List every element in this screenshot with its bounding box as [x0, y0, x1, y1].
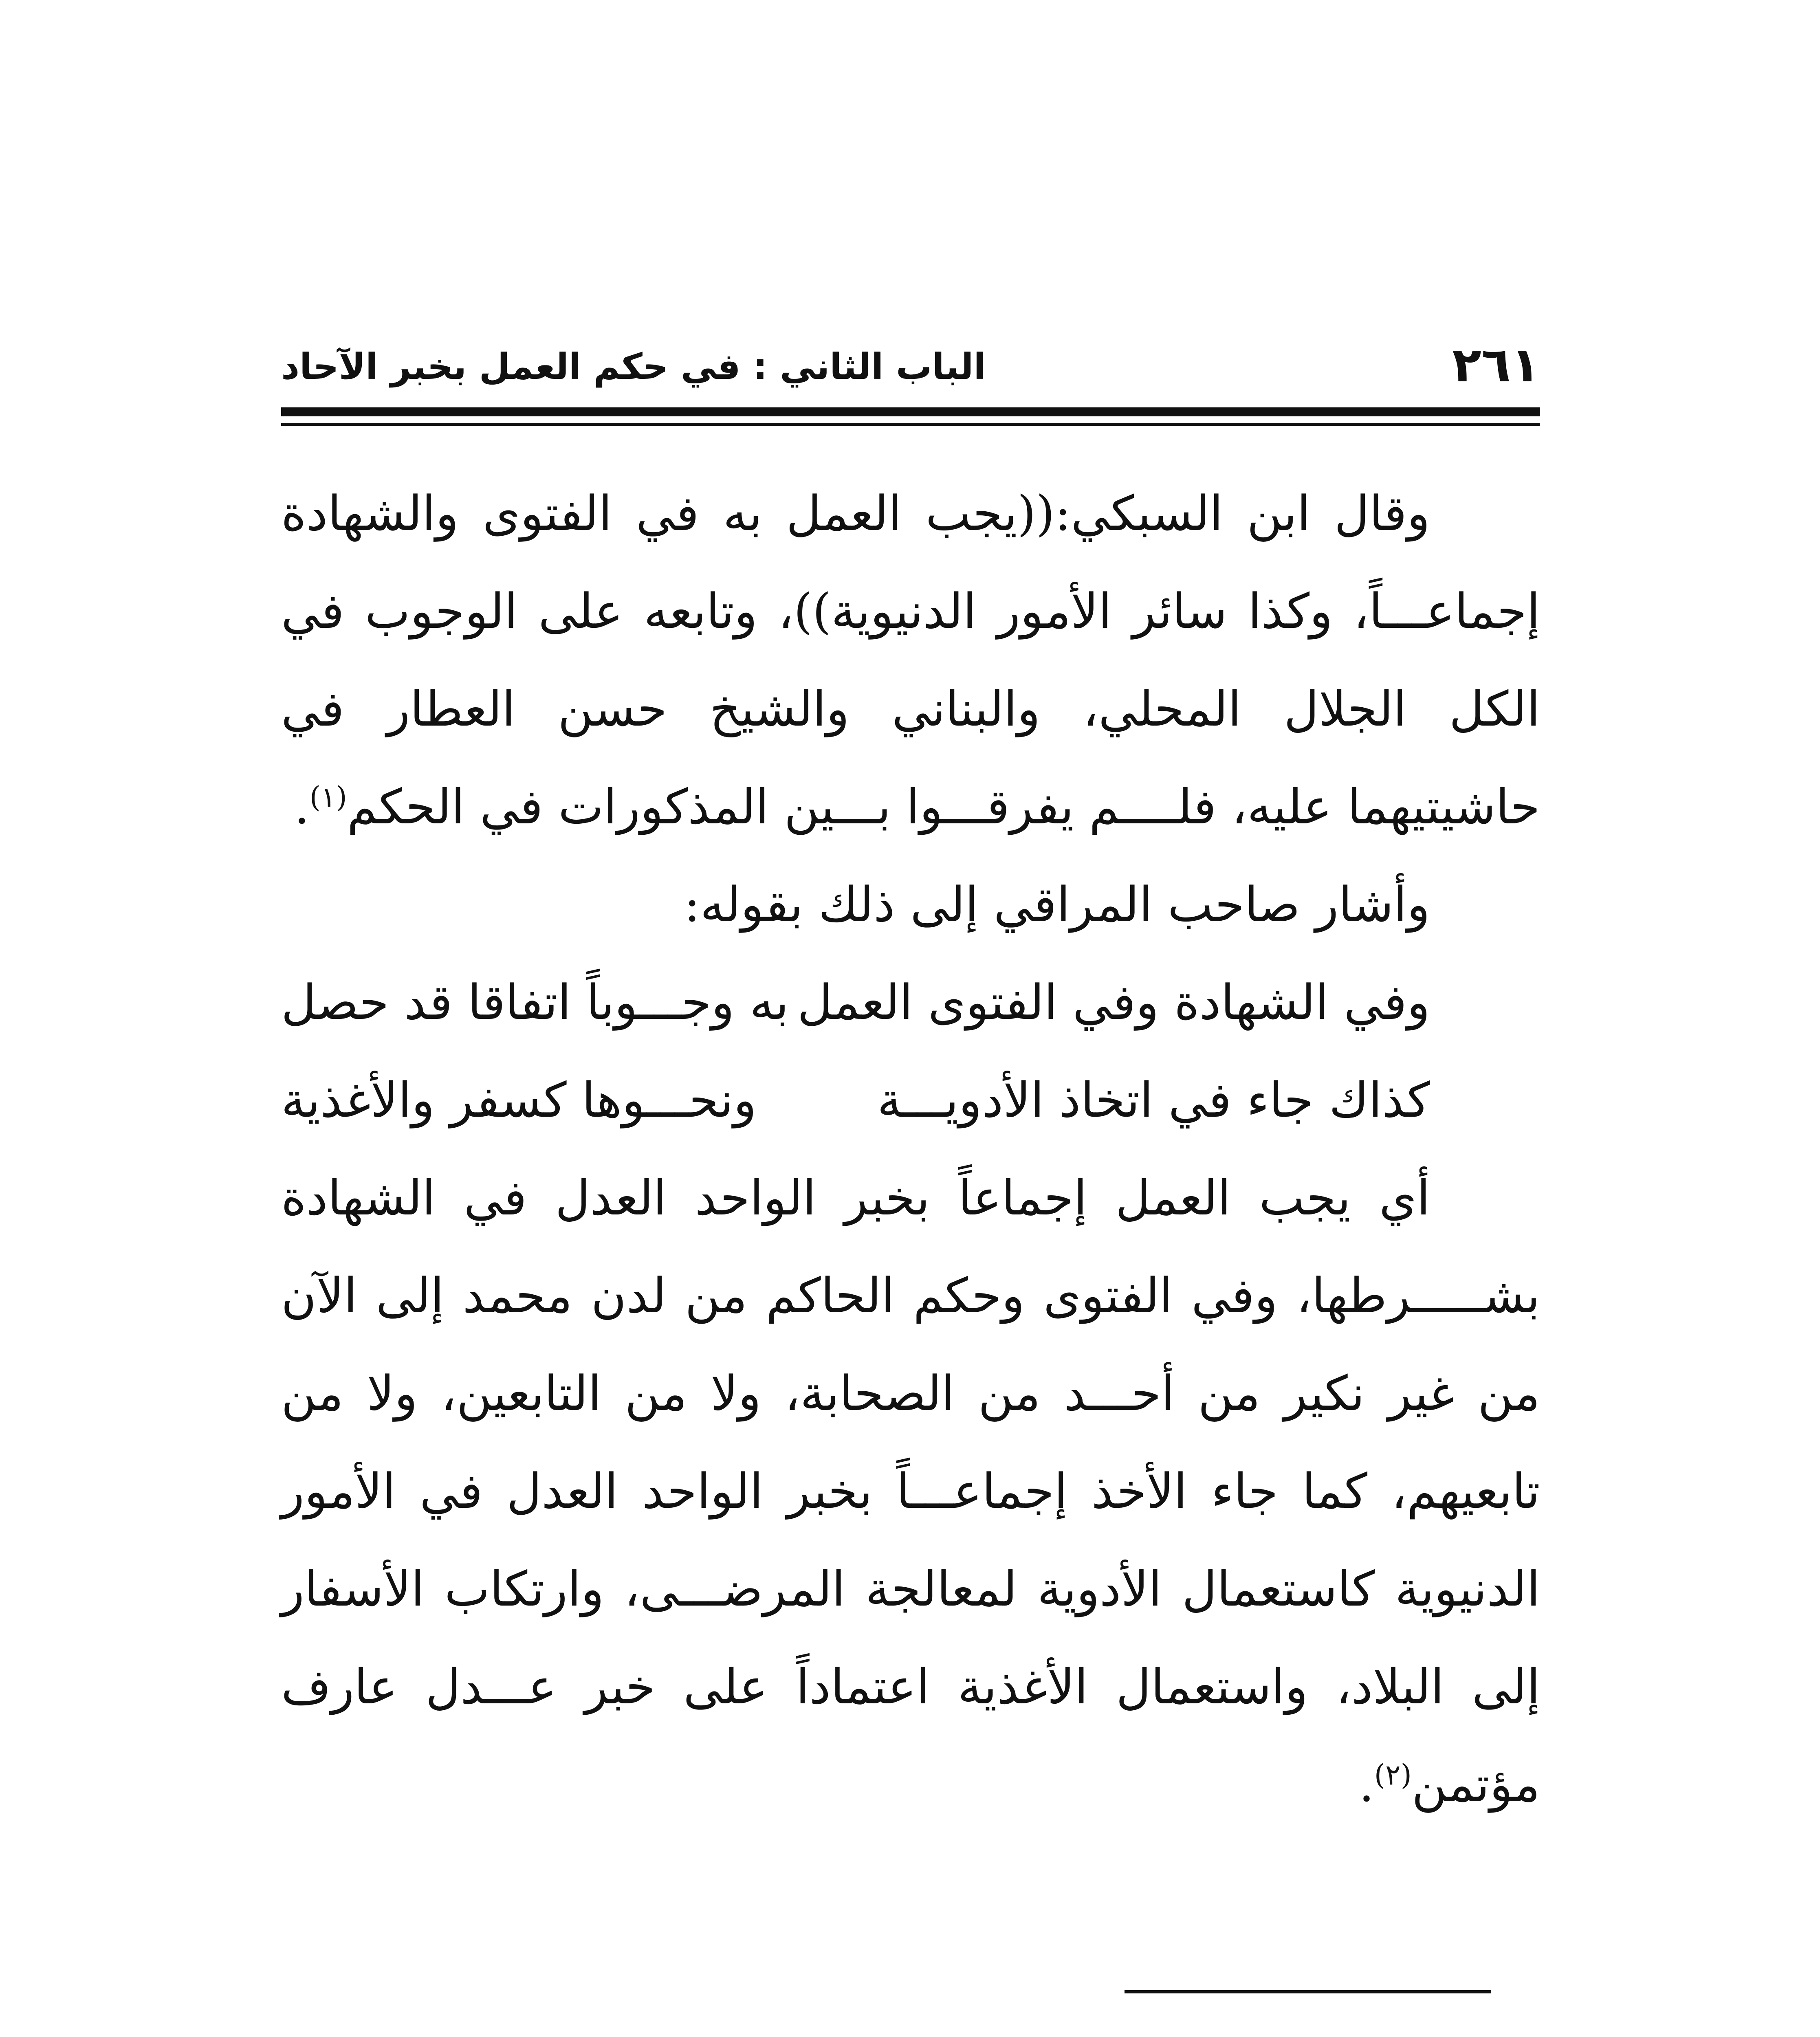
- page-number: ٢٦١: [1452, 337, 1540, 393]
- paragraph-1-end: .: [294, 779, 310, 835]
- verse-1-first-hemistich: وفي الشهادة وفي الفتوى العمل: [797, 974, 1430, 1030]
- running-title: الباب الثاني : في حكم العمل بخبر الآحاد: [281, 345, 986, 387]
- main-text: [281, 464, 1540, 1833]
- paragraph-3-text: أي يجب العمل إجماعاً بخبر الواحد العدل في الشهادة بشـــــرطها، وفي الفتوى وحكم الحاكم من لدن محمد إلى الآن من غير نكير من أحـــد من الصحابة، ولا من التابعين، ولا من تابعيهم، كما جاء الأخذ إجماعـــاً بخبر الواحد العدل في الأمور الدنيوية كاستعمال الأدوية لمعالجة المرضـــى، وارتكاب الأسفار إلى البلاد، واستعمال الأغذية اعتماداً على خبر عـــدل عارف مؤتمن: [281, 1170, 1541, 1813]
- paragraph-3-end: .: [1359, 1756, 1374, 1813]
- header-rule-thin: [281, 423, 1540, 426]
- footnote-separator: [1125, 1990, 1491, 1993]
- verse-2: [281, 1051, 1540, 1149]
- paragraph-1-text: وقال ابن السبكي:((يجب العمل به في الفتوى والشهادة إجماعـــاً، وكذا سائر الأمور الدنيوية))، وتابعه على الوجوب في الكل الجلال المحلي، والبناني والشيخ حسن العطار في حاشيتيهما عليه، فلــــم يفرقـــوا بـــين المذكورات في الحكم: [281, 485, 1540, 835]
- header-rule-thick: [281, 407, 1540, 416]
- footnote-ref-1: (١): [309, 780, 347, 814]
- paragraph-2: وأشار صاحب المراقي إلى ذلك بقوله:: [684, 876, 1430, 933]
- page-header: [281, 326, 1540, 395]
- footnote-ref-2: (٢): [1374, 1758, 1412, 1792]
- verse-2-second-hemistich: ونحـــوها كسفر والأغذية: [281, 1072, 757, 1128]
- verse-2-first-hemistich: كذاك جاء في اتخاذ الأدويـــة: [877, 1072, 1430, 1128]
- verse-1-second-hemistich: به وجـــوباً اتفاقا قد حصل: [281, 974, 789, 1030]
- paragraph-3: [281, 1149, 1540, 1833]
- paragraph-1: [281, 464, 1540, 856]
- verse-1: [281, 953, 1540, 1051]
